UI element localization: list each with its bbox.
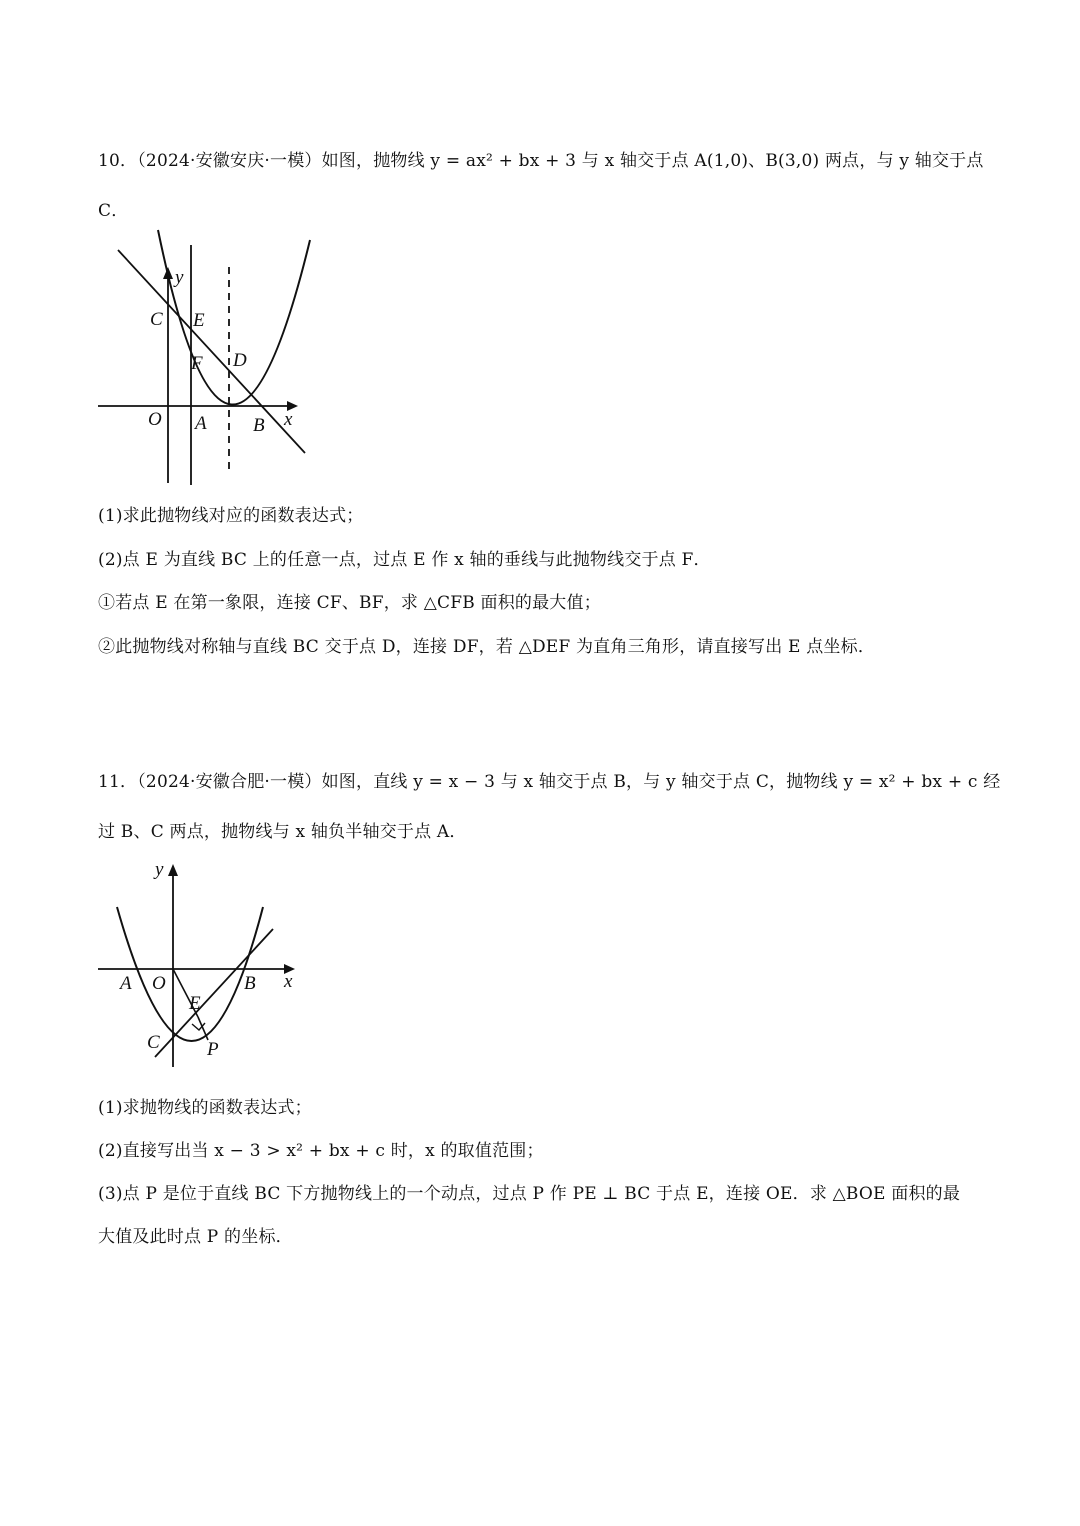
label-y: y — [155, 859, 164, 880]
label-x: x — [284, 409, 293, 430]
problem-11-stem: 11．（2024·安徽合肥·一模）如图，直线 y = x − 3 与 x 轴交于点 B，与 y 轴交于点 C，抛物线 y = x² + bx + c 经 — [98, 772, 1001, 792]
problem-10-stem: 10．（2024·安徽安庆·一模）如图，抛物线 y = ax² + bx + 3 与 x 轴交于点 A(1,0)、B(3,0) 两点，与 y 轴交于点 — [98, 151, 984, 171]
label-o: O — [148, 409, 162, 430]
problem-11-part-1: (1)求抛物线的函数表达式； — [98, 1098, 312, 1118]
label-p: P — [207, 1039, 219, 1060]
problem-10-part-1: (1)求此抛物线对应的函数表达式； — [98, 506, 364, 526]
problem-10-stem-cont: C． — [98, 201, 129, 221]
problem-10-figure — [95, 225, 315, 490]
label-a: A — [120, 973, 132, 994]
problem-11-part-3: (3)点 P 是位于直线 BC 下方抛物线上的一个动点，过点 P 作 PE ⊥ BC 于点 E，连接 OE．求 △BOE 面积的最 — [98, 1184, 961, 1204]
parabola — [117, 907, 263, 1041]
label-d: D — [233, 350, 247, 371]
label-b: B — [253, 415, 265, 436]
problem-10-part-2-2: ②此抛物线对称轴与直线 BC 交于点 D，连接 DF，若 △DEF 为直角三角形，请直接写出 E 点坐标． — [98, 637, 876, 657]
problem-10-part-2-1: ①若点 E 在第一象限，连接 CF、BF，求 △CFB 面积的最大值； — [98, 593, 601, 613]
problem-11-stem-cont: 过 B、C 两点，抛物线与 x 轴负半轴交于点 A． — [98, 822, 467, 842]
problem-11-part-2: (2)直接写出当 x − 3 > x² + bx + c 时，x 的取值范围； — [98, 1141, 544, 1161]
label-y: y — [175, 267, 184, 288]
label-f: F — [191, 353, 203, 374]
problem-11-figure — [95, 852, 310, 1077]
label-e: E — [189, 993, 201, 1014]
problem-11-part-3-cont: 大值及此时点 P 的坐标． — [98, 1227, 293, 1247]
y-axis-arrow — [168, 864, 178, 876]
label-e: E — [193, 310, 205, 331]
label-o: O — [152, 973, 166, 994]
label-x: x — [284, 971, 293, 992]
label-b: B — [244, 973, 256, 994]
label-c: C — [147, 1032, 160, 1053]
label-a: A — [195, 413, 207, 434]
label-c: C — [150, 309, 163, 330]
problem-10-part-2: (2)点 E 为直线 BC 上的任意一点，过点 E 作 x 轴的垂线与此抛物线交于点 F． — [98, 550, 711, 570]
